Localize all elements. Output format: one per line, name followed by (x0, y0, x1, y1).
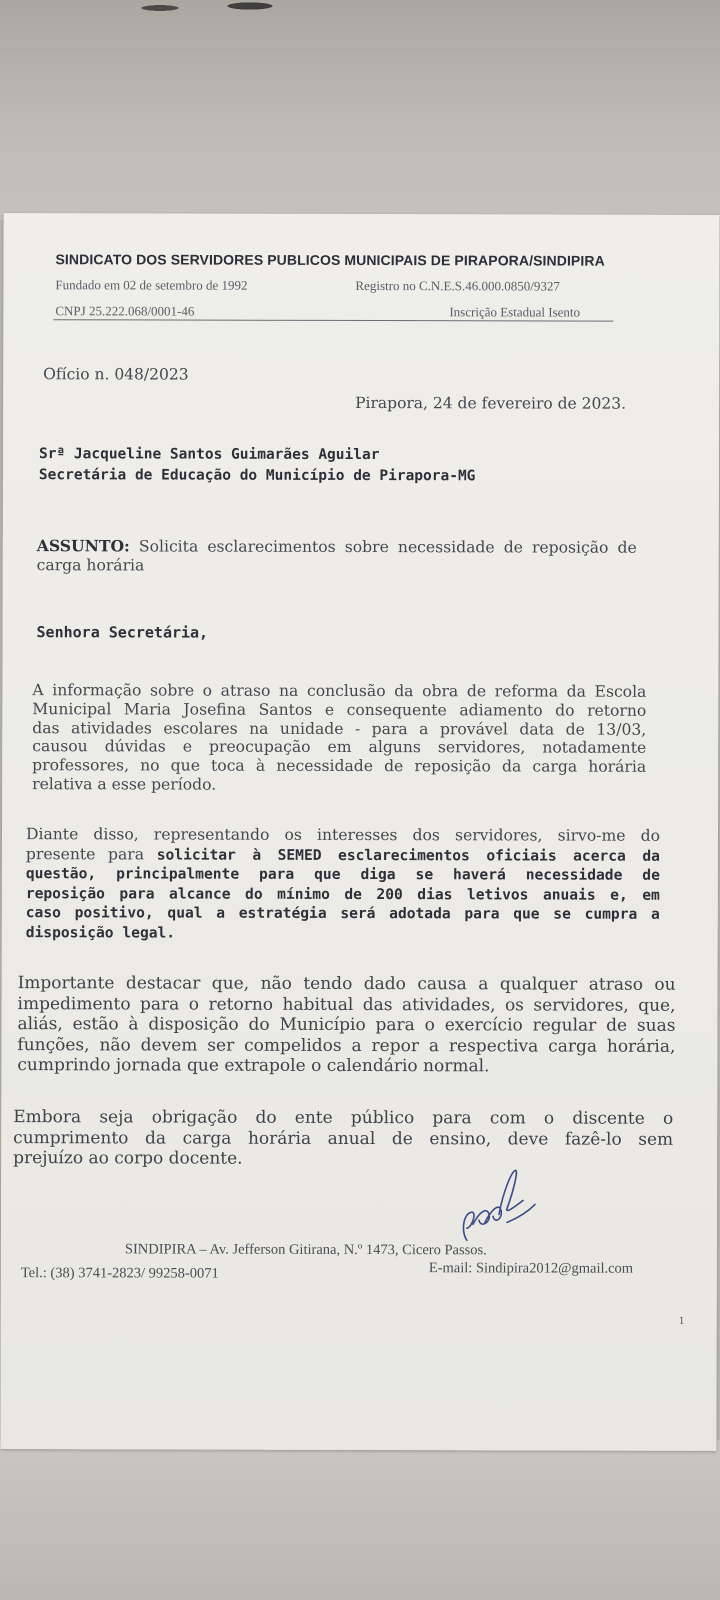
recipient-title: Secretária de Educação do Município de Pirapora-MG (38, 467, 476, 485)
paragraph-4 (13, 1107, 673, 1170)
handwritten-signature (453, 1162, 543, 1252)
paragraph-1-line: professores, no que toca à necessidade de reposição da carga horária (32, 756, 647, 776)
subject-label: ASSUNTO: (36, 536, 130, 556)
subject-line-2: carga horária (36, 555, 145, 575)
paragraph-4-line: Embora seja obrigação do ente público para com o discente o (13, 1107, 674, 1129)
paragraph-3 (17, 973, 675, 1077)
footer-address: SINDIPIRA – Av. Jefferson Gitirana, N.º 1473, Cicero Passos. (124, 1241, 487, 1259)
paragraph-2-bold: solicitar à SEMED esclarecimentos oficiais acerca da (156, 846, 660, 865)
subject-line-1: Solicita esclarecimentos sobre necessidade de reposição de (138, 537, 637, 557)
background-surface (0, 0, 720, 220)
footer-phone: Tel.: (38) 3741-2823/ 99258-0071 (20, 1265, 219, 1282)
cnpj-number: CNPJ 25.222.068/0001-46 (55, 303, 195, 319)
organization-name: SINDICATO DOS SERVIDORES PUBLICOS MUNICIPAIS DE PIRAPORA/SINDIPIRA (55, 251, 605, 269)
place-date: Pirapora, 24 de fevereiro de 2023. (355, 393, 627, 413)
salutation: Senhora Secretária, (36, 623, 209, 642)
paragraph-2-line: Diante disso, representando os interesses dos servidores, sirvo-me do (25, 825, 661, 845)
paragraph-2-line: caso positivo, qual a estratégia será adotada para que se cumpra a (25, 904, 660, 924)
paragraph-2-regular: presente para (25, 844, 157, 864)
paragraph-3-line: Importante destacar que, não tendo dado causa a qualquer atraso ou (17, 973, 676, 995)
founded-date: Fundado em 02 de setembro de 1992 (55, 277, 248, 293)
paragraph-3-line: funções, não devem ser compelidos a repor a respectiva carga horária, (17, 1034, 676, 1057)
subject-block (37, 537, 637, 576)
paragraph-3-line: cumprindo jornada que extrapole o calendário normal. (17, 1055, 490, 1077)
paragraph-1 (32, 681, 646, 795)
paragraph-3-line: aliás, estão à disposição do Município para o exercício regular de suas (17, 1014, 676, 1036)
letter-reference: Ofício n. 048/2023 (43, 365, 189, 384)
paragraph-4-line: cumprimento da carga horária anual de ensino, deve fazê-lo sem (13, 1127, 674, 1150)
paragraph-4-line: prejuízo ao corpo docente. (13, 1148, 243, 1169)
keys-object (100, 0, 300, 30)
page-number: 1 (678, 1314, 685, 1327)
registry-number: Registro no C.N.E.S.46.000.0850/9327 (355, 277, 560, 294)
paragraph-1-line: relativa a esse período. (32, 775, 217, 794)
paragraph-1-line: A informação sobre o atraso na conclusão da obra de reforma da Escola (32, 681, 647, 701)
paragraph-1-line: das atividades escolares na unidade - para a provável data de 13/03, (32, 718, 647, 739)
state-registration: Inscrição Estadual Isento (449, 304, 581, 320)
paragraph-2-line: questão, principalmente para que diga se haverá necessidade de (25, 865, 660, 884)
paragraph-1-line: Municipal Maria Josefina Santos e consequente adiamento do retorno (32, 699, 647, 720)
paragraph-2 (26, 825, 660, 944)
header-divider (53, 319, 613, 321)
footer-email: E-mail: Sindipira2012@gmail.com (428, 1260, 634, 1277)
paragraph-3-line: impedimento para o retorno habitual das atividades, os servidores, que, (17, 993, 676, 1016)
paragraph-2-line: disposição legal. (25, 924, 176, 942)
paragraph-1-line: causou dúvidas e preocupação em alguns servidores, notadamente (32, 737, 647, 758)
recipient-name: Srª Jacqueline Santos Guimarães Aguilar (38, 446, 380, 464)
paragraph-2-line: reposição para alcance do mínimo de 200 dias letivos anuais e, em (25, 884, 660, 904)
background-surface-bottom (0, 1440, 720, 1600)
letter-page (0, 213, 719, 1451)
